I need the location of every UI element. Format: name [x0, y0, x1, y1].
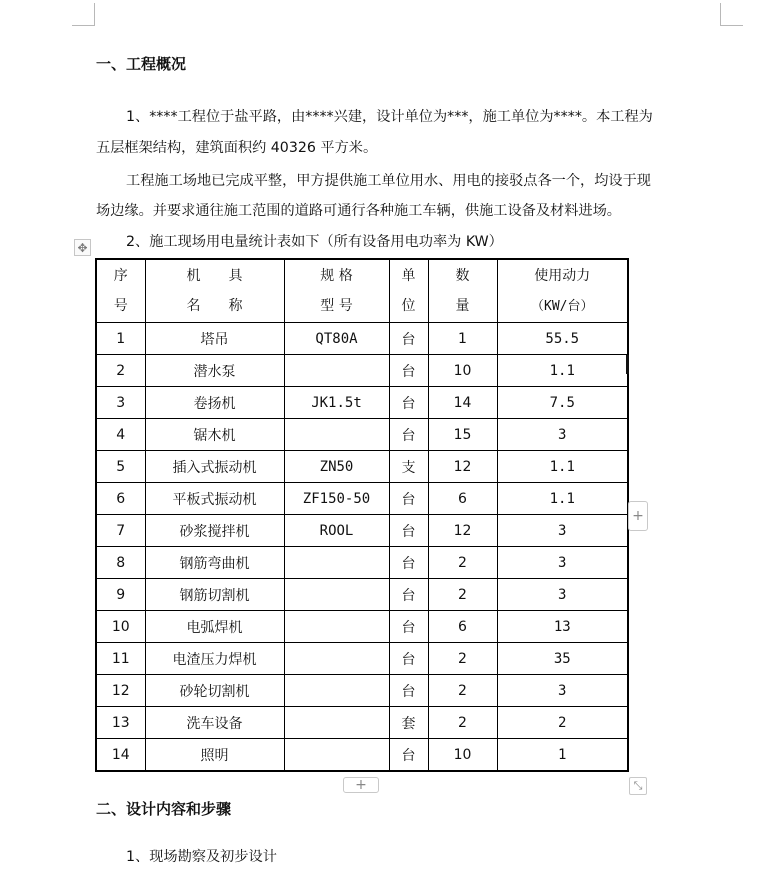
table-cell[interactable]: 钢筋弯曲机 [145, 547, 284, 579]
table-row [96, 419, 628, 451]
table-cell[interactable]: 6 [428, 611, 497, 643]
table-cell[interactable]: 13 [497, 611, 628, 643]
table-cell[interactable]: 1 [428, 323, 497, 355]
table-cell[interactable]: 台 [389, 355, 428, 387]
table-cell[interactable]: 2 [428, 579, 497, 611]
table-cell[interactable]: 台 [389, 387, 428, 419]
table-cell[interactable]: 12 [428, 515, 497, 547]
table-cell[interactable]: JK1.5t [284, 387, 389, 419]
table-cell[interactable]: 10 [428, 355, 497, 387]
table-cell[interactable]: 锯木机 [145, 419, 284, 451]
table-cell[interactable]: 台 [389, 419, 428, 451]
table-cell[interactable]: 套 [389, 707, 428, 739]
page-margin-corner-top-right [720, 3, 743, 26]
table-cell[interactable]: QT80A [284, 323, 389, 355]
table-cell[interactable]: 1 [497, 739, 628, 772]
table-cell[interactable]: 6 [96, 483, 145, 515]
table-cell[interactable] [284, 355, 389, 387]
table-caption: 2、施工现场用电量统计表如下（所有设备用电功率为 KW） [126, 234, 503, 250]
paragraph-line: 场边缘。并要求通往施工范围的道路可通行各种施工车辆，供施工设备及材料进场。 [96, 203, 621, 219]
table-move-handle-icon[interactable]: ✥ [74, 239, 91, 256]
table-resize-icon[interactable]: ⤡ [629, 777, 647, 795]
table-cell[interactable]: 55.5 [497, 323, 628, 355]
paragraph-line: 工程施工场地已完成平整，甲方提供施工单位用水、用电的接驳点各一个，均设于现 [126, 173, 651, 189]
table-row [96, 611, 628, 643]
add-row-button[interactable]: + [343, 777, 379, 793]
table-cell[interactable]: 潜水泵 [145, 355, 284, 387]
paragraph-line: 五层框架结构，建筑面积约 40326 平方米。 [96, 140, 378, 156]
table-row [96, 739, 628, 772]
table-cell[interactable]: 9 [96, 579, 145, 611]
table-cell[interactable] [284, 579, 389, 611]
header-cell[interactable]: 使用动力 （KW/台） [497, 259, 628, 323]
section-heading-overview: 一、工程概况 [96, 55, 187, 73]
table-cell[interactable]: 3 [497, 579, 628, 611]
table-cell[interactable]: 砂轮切割机 [145, 675, 284, 707]
table-row [96, 387, 628, 419]
table-cell[interactable]: 14 [428, 387, 497, 419]
table-cell[interactable]: 4 [96, 419, 145, 451]
table-cell[interactable]: 1.1 [497, 451, 628, 483]
column-resize-cursor [626, 355, 629, 374]
header-cell[interactable]: 数 量 [428, 259, 497, 323]
table-cell[interactable]: 8 [96, 547, 145, 579]
table-cell[interactable]: 2 [497, 707, 628, 739]
table-cell[interactable]: 台 [389, 643, 428, 675]
table-cell[interactable]: 台 [389, 611, 428, 643]
table-row [96, 451, 628, 483]
table-cell[interactable] [284, 643, 389, 675]
table-row [96, 483, 628, 515]
table-row [96, 323, 628, 355]
table-cell[interactable]: 钢筋切割机 [145, 579, 284, 611]
table-cell[interactable]: 11 [96, 643, 145, 675]
table-row [96, 355, 628, 387]
table-cell[interactable] [284, 707, 389, 739]
table-cell[interactable]: 35 [497, 643, 628, 675]
table-cell[interactable]: 1.1 [497, 483, 628, 515]
table-cell[interactable]: 13 [96, 707, 145, 739]
table-cell[interactable]: 14 [96, 739, 145, 772]
table-header-row [96, 259, 628, 323]
table-cell[interactable]: 台 [389, 515, 428, 547]
table-cell[interactable]: ZF150-50 [284, 483, 389, 515]
table-cell[interactable]: 3 [96, 387, 145, 419]
header-cell[interactable]: 序 号 [96, 259, 145, 323]
table-cell[interactable]: ZN50 [284, 451, 389, 483]
table-row [96, 547, 628, 579]
table-cell[interactable]: 2 [428, 707, 497, 739]
add-column-button[interactable]: + [628, 501, 648, 531]
table-cell[interactable]: 3 [497, 547, 628, 579]
table-cell[interactable] [284, 611, 389, 643]
table-cell[interactable] [284, 547, 389, 579]
table-row [96, 515, 628, 547]
table-cell[interactable] [284, 675, 389, 707]
table-cell[interactable]: 3 [497, 419, 628, 451]
table-cell[interactable]: 12 [428, 451, 497, 483]
table-cell[interactable]: 15 [428, 419, 497, 451]
table-cell[interactable]: 台 [389, 675, 428, 707]
table-cell[interactable]: 照明 [145, 739, 284, 772]
table-cell[interactable]: 1.1 [497, 355, 628, 387]
table-cell[interactable]: 电渣压力焊机 [145, 643, 284, 675]
table-cell[interactable]: 3 [497, 515, 628, 547]
table-cell[interactable]: 1 [96, 323, 145, 355]
table-row [96, 707, 628, 739]
table-cell[interactable]: 12 [96, 675, 145, 707]
table-cell[interactable]: 2 [428, 547, 497, 579]
table-cell[interactable]: 台 [389, 579, 428, 611]
table-cell[interactable]: ROOL [284, 515, 389, 547]
table-cell[interactable]: 10 [96, 611, 145, 643]
table-cell[interactable]: 电弧焊机 [145, 611, 284, 643]
table-cell[interactable]: 2 [428, 643, 497, 675]
page-margin-corner-top-left [72, 3, 95, 26]
table-cell[interactable]: 台 [389, 323, 428, 355]
table-cell[interactable]: 台 [389, 547, 428, 579]
header-cell[interactable]: 机 具 名 称 [145, 259, 284, 323]
table-cell[interactable]: 5 [96, 451, 145, 483]
table-cell[interactable] [284, 739, 389, 772]
table-cell[interactable]: 砂浆搅拌机 [145, 515, 284, 547]
table-cell[interactable] [284, 419, 389, 451]
table-cell[interactable]: 6 [428, 483, 497, 515]
table-cell[interactable]: 3 [497, 675, 628, 707]
table-row [96, 675, 628, 707]
table-cell[interactable]: 10 [428, 739, 497, 772]
table-row [96, 579, 628, 611]
power-usage-table [95, 258, 629, 772]
table-cell[interactable]: 2 [428, 675, 497, 707]
table-cell[interactable]: 洗车设备 [145, 707, 284, 739]
table-cell[interactable]: 平板式振动机 [145, 483, 284, 515]
table-cell[interactable]: 台 [389, 483, 428, 515]
paragraph-line: 1、****工程位于盐平路，由****兴建，设计单位为***，施工单位为****。本工程为 [126, 109, 653, 125]
table-cell[interactable]: 插入式振动机 [145, 451, 284, 483]
header-cell[interactable]: 规 格 型 号 [284, 259, 389, 323]
paragraph-line: 1、现场勘察及初步设计 [126, 849, 277, 865]
section-heading-design: 二、设计内容和步骤 [96, 800, 232, 818]
header-cell[interactable]: 单 位 [389, 259, 428, 323]
table-cell[interactable]: 支 [389, 451, 428, 483]
table-row [96, 643, 628, 675]
table-cell[interactable]: 塔吊 [145, 323, 284, 355]
table-cell[interactable]: 7.5 [497, 387, 628, 419]
table-cell[interactable]: 卷扬机 [145, 387, 284, 419]
table-cell[interactable]: 台 [389, 739, 428, 772]
table-cell[interactable]: 7 [96, 515, 145, 547]
table-cell[interactable]: 2 [96, 355, 145, 387]
